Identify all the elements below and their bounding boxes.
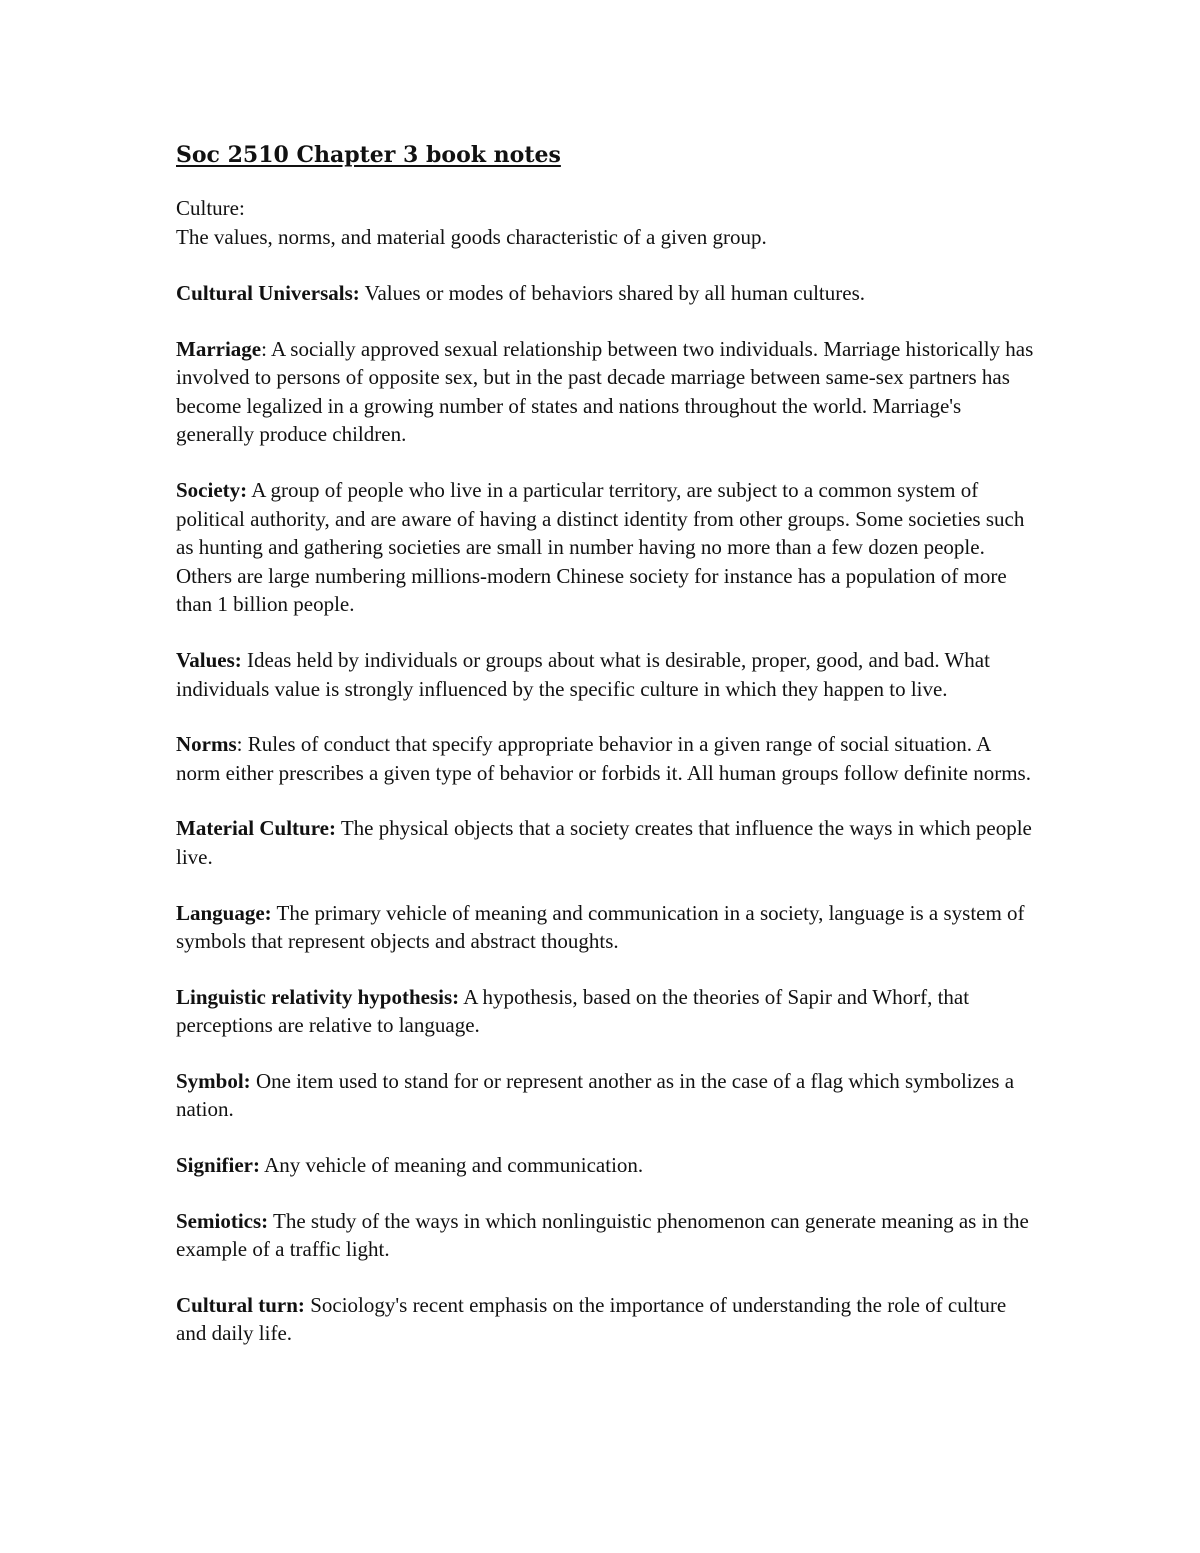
term: Language: xyxy=(176,900,272,925)
culture-definition: The values, norms, and material goods characteristic of a given group. xyxy=(176,225,767,249)
entry-symbol xyxy=(176,1067,1036,1124)
definition: : Rules of conduct that specify appropriate behavior in a given range of social situation. A norm either prescribes a given type of behavior or forbids it. All human groups follow definite norms. xyxy=(176,732,1031,785)
entry-material-culture xyxy=(176,814,1036,871)
entry-linguistic-relativity xyxy=(176,983,1036,1040)
document-page xyxy=(176,140,1036,1375)
definition: Values or modes of behaviors shared by all human cultures. xyxy=(359,281,865,305)
term: Norms xyxy=(176,732,237,757)
entry-marriage xyxy=(176,335,1036,449)
document-title: Soc 2510 Chapter 3 book notes xyxy=(176,142,561,168)
definition: A hypothesis, based on the theories of Sapir and Whorf, that perceptions are relative to language. xyxy=(176,984,970,1038)
definition: : A socially approved sexual relationship between two individuals. Marriage historically has involved to persons of opposite sex, but in the past decade marriage between same-sex partners has become legalized in a growing number of states and nations throughout the world. Marriage's generally produce children. xyxy=(176,336,1034,447)
definition: A group of people who live in a particular territory, are subject to a common system of political authority, and are aware of having a distinct identity from other groups. Some societies such as hunting and gathering societies are small in number having no more than a few dozen people. Others are large numbering millions-modern Chinese society for instance has a population of more than 1 billion people. xyxy=(176,477,1025,617)
culture-label: Culture: xyxy=(176,196,245,220)
term: Cultural turn: xyxy=(176,1292,305,1317)
definition: The physical objects that a society creates that influence the ways in which people live. xyxy=(176,816,1032,869)
definition: The study of the ways in which nonlinguistic phenomenon can generate meaning as in the example of a traffic light. xyxy=(176,1208,1029,1262)
term: Linguistic relativity hypothesis: xyxy=(176,984,460,1009)
term: Signifier: xyxy=(176,1153,260,1178)
term: Marriage xyxy=(176,336,262,361)
entry-semiotics xyxy=(176,1207,1036,1264)
term: Society: xyxy=(176,477,248,502)
term: Cultural Universals: xyxy=(176,281,360,305)
term: Values: xyxy=(176,647,242,672)
definition: Any vehicle of meaning and communication. xyxy=(260,1153,644,1178)
definition: One item used to stand for or represent another as in the case of a flag which symbolizes a nation. xyxy=(176,1068,1015,1122)
definition: Sociology's recent emphasis on the importance of understanding the role of culture and daily life. xyxy=(176,1292,1007,1346)
entry-society xyxy=(176,476,1036,619)
entry-cultural-turn xyxy=(176,1291,1036,1348)
term: Material Culture: xyxy=(176,816,336,841)
entry-language xyxy=(176,899,1036,956)
term: Semiotics: xyxy=(176,1208,269,1233)
entry-values xyxy=(176,646,1036,703)
entry-cultural-universals xyxy=(176,279,1036,308)
entry-norms xyxy=(176,730,1036,787)
definition: Ideas held by individuals or groups about what is desirable, proper, good, and bad. What individuals value is strongly influenced by the specific culture in which they happen to live. xyxy=(176,647,990,701)
definition: The primary vehicle of meaning and communication in a society, language is a system of symbols that represent objects and abstract thoughts. xyxy=(176,900,1025,954)
entry-signifier xyxy=(176,1151,1036,1180)
term: Symbol: xyxy=(176,1068,251,1093)
